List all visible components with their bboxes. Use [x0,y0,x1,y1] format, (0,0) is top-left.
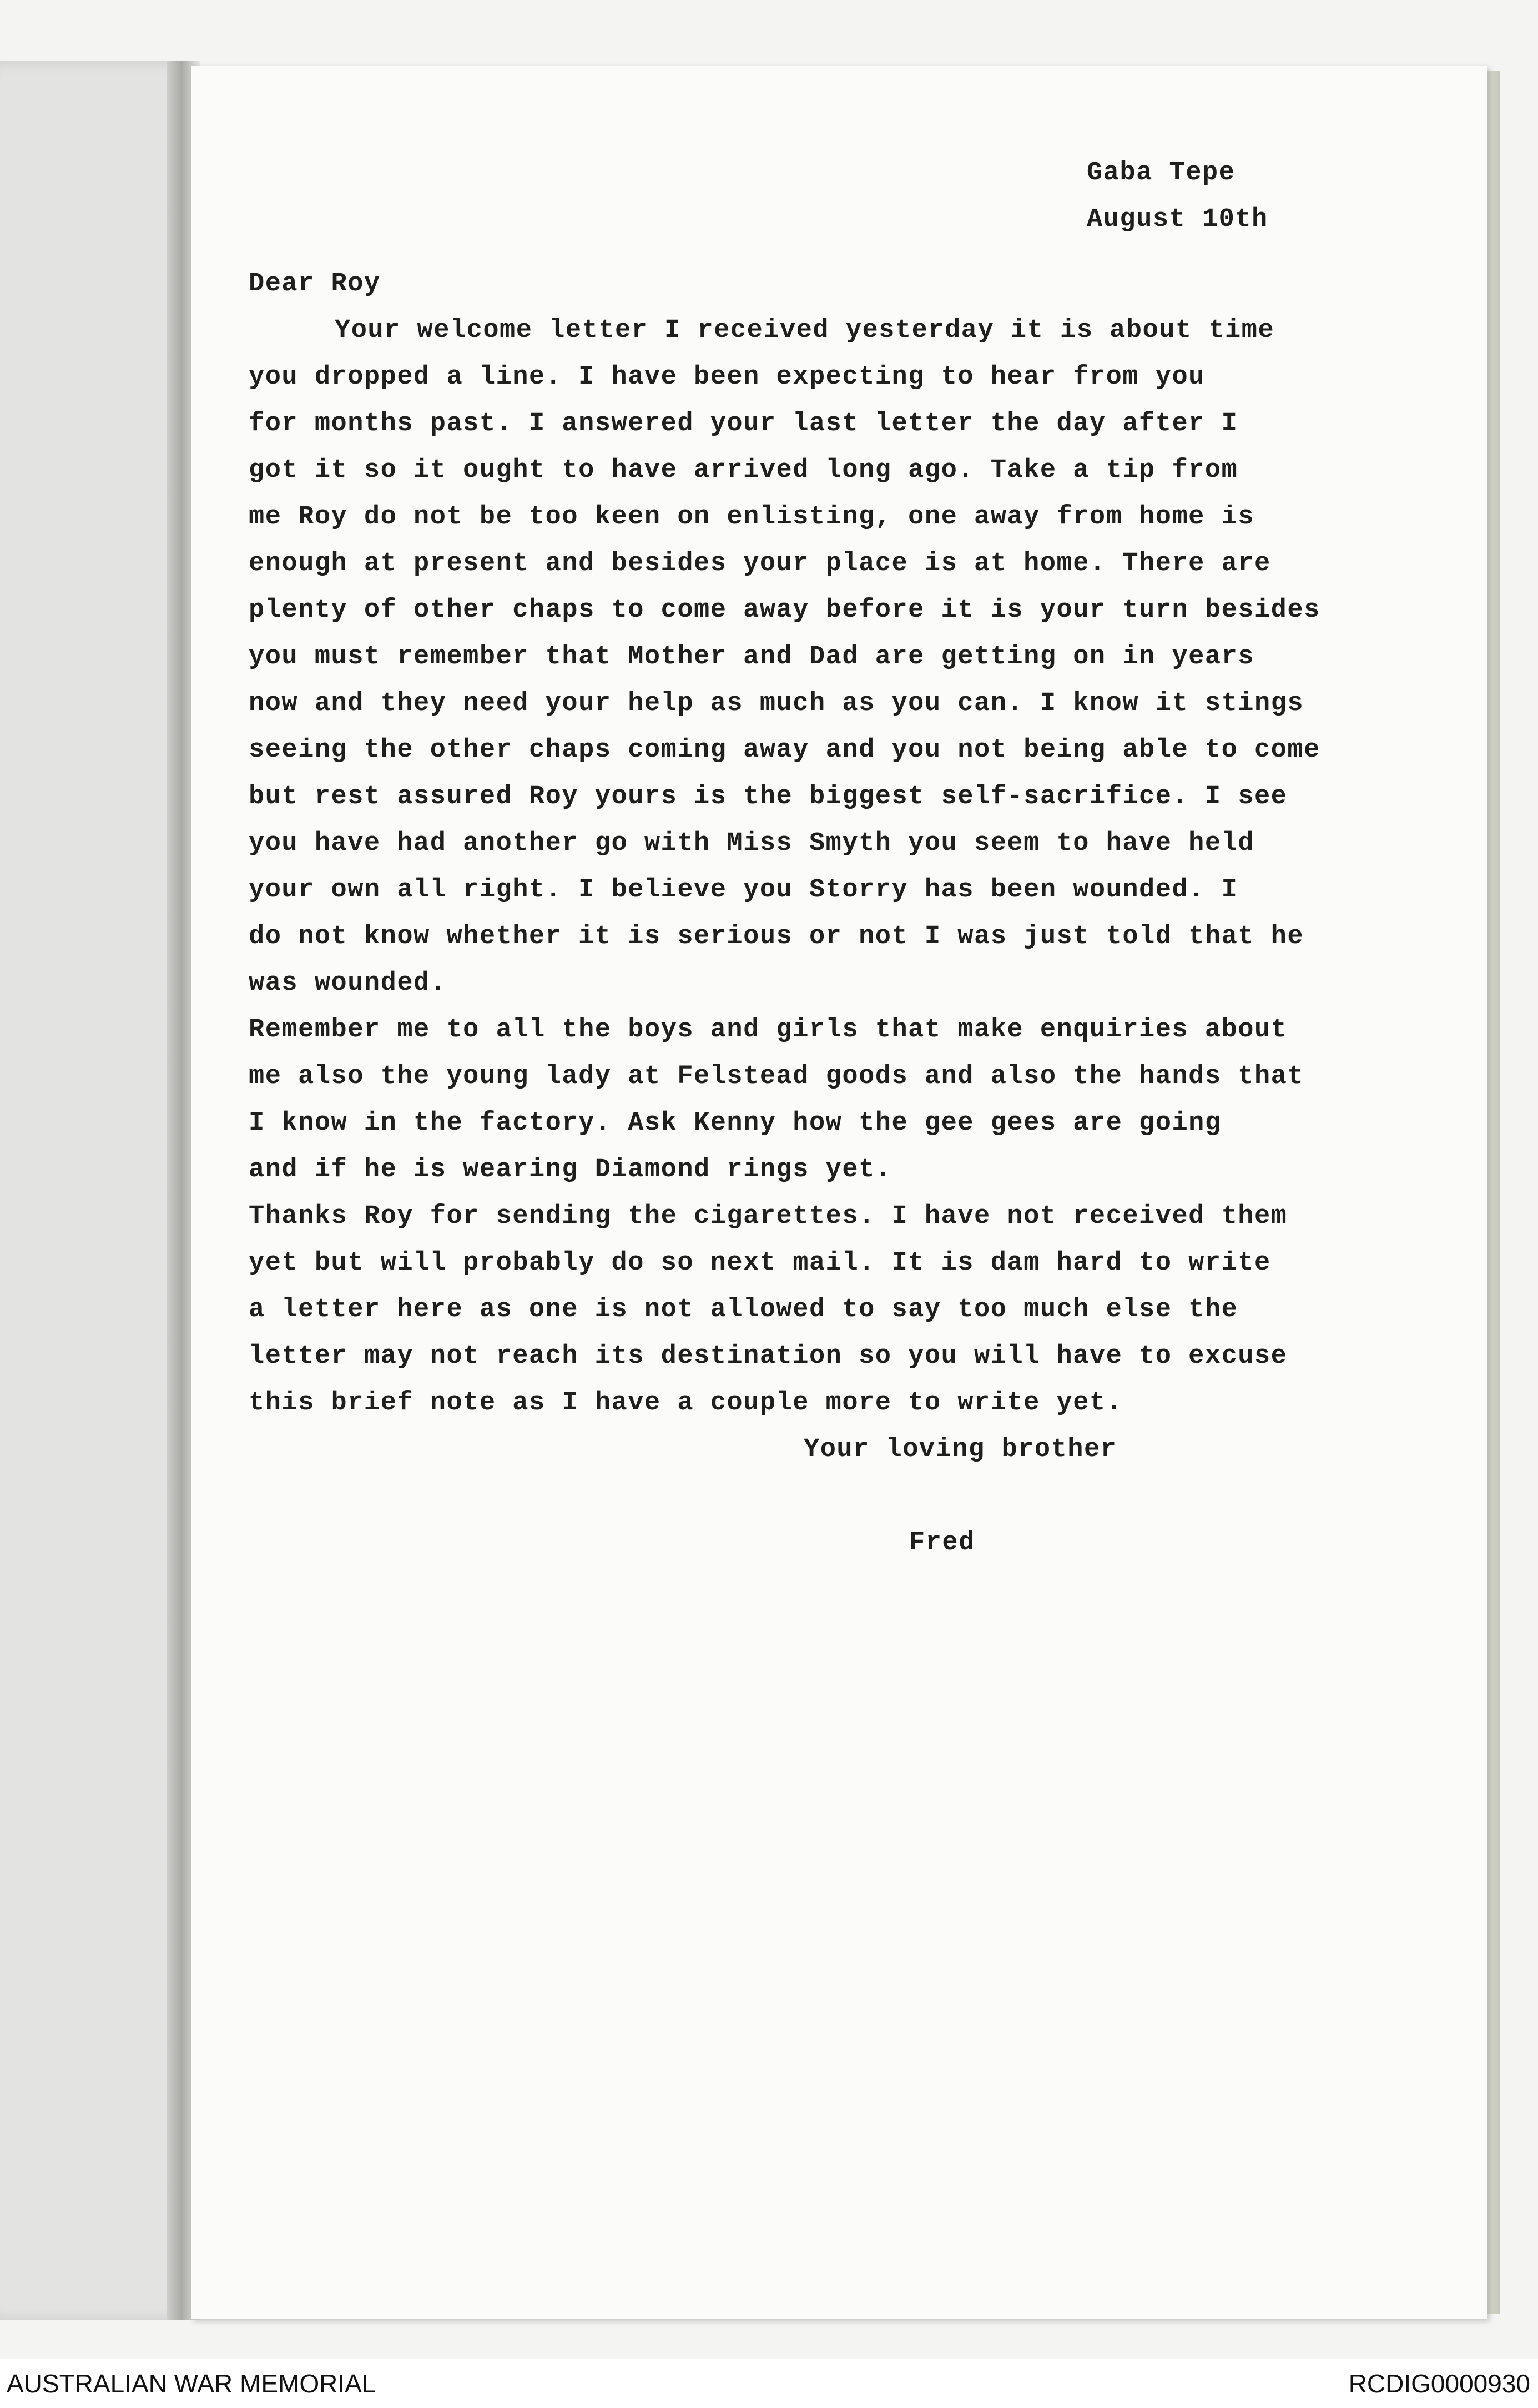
letter-date: August 10th [1087,205,1268,234]
letter-line: plenty of other chaps to come away before it is your turn besides [249,596,1320,625]
page-edge [1487,71,1500,2314]
letter-line: yet but will probably do so next mail. It is dam hard to write [249,1248,1271,1278]
letter-text [249,150,1431,1566]
record-id: RCDIG0000930 [1348,2369,1530,2398]
letter-line: Thanks Roy for sending the cigarettes. I have not received them [249,1202,1288,1231]
letter-line: me Roy do not be too keen on enlisting, one away from home is [249,502,1254,532]
letter-signature: Fred [909,1528,975,1558]
institution-name: AUSTRALIAN WAR MEMORIAL [7,2369,376,2398]
letter-paragraph [249,308,1431,1007]
letter-line: a letter here as one is not allowed to say too much else the [249,1295,1238,1324]
letter-line: for months past. I answered your last letter the day after I [249,409,1238,439]
letter-line: you dropped a line. I have been expecting to hear from you [249,362,1205,392]
left-page [0,61,189,2320]
letter-line: you must remember that Mother and Dad are getting on in years [249,642,1254,672]
letter-line: was wounded. [249,969,447,998]
letter-line: do not know whether it is serious or not I was just told that he [249,922,1304,951]
letter-header [1087,150,1431,243]
letter-line: Remember me to all the boys and girls that make enquiries about [249,1015,1288,1045]
letter-paragraph [249,1193,1431,1427]
letter-line: you have had another go with Miss Smyth you seem to have held [249,829,1254,858]
letter-closing: Your loving brother [804,1435,1117,1464]
letter-line: enough at present and besides your place is at home. There are [249,549,1271,578]
letter-line: but rest assured Roy yours is the biggest self-sacrifice. I see [249,782,1288,812]
letter-line: letter may not reach its destination so you will have to excuse [249,1342,1288,1371]
letter-paragraph [249,1007,1431,1193]
letter-line: your own all right. I believe you Storry has been wounded. I [249,875,1238,905]
letter-line: and if he is wearing Diamond rings yet. [249,1155,892,1185]
archive-footer [0,2359,1538,2408]
letter-line: Your welcome letter I received yesterday it is about time [335,316,1275,345]
letter-line: I know in the factory. Ask Kenny how the gee gees are going [249,1109,1222,1138]
letter-place: Gaba Tepe [1087,158,1236,188]
letter-line: seeing the other chaps coming away and you not being able to come [249,736,1320,765]
letter-line: got it so it ought to have arrived long ago. Take a tip from [249,456,1238,485]
letter-line: now and they need your help as much as you can. I know it stings [249,689,1304,718]
letter-salutation: Dear Roy [249,269,381,299]
letter-line: me also the young lady at Felstead goods and also the hands that [249,1062,1304,1091]
letter-line: this brief note as I have a couple more to write yet. [249,1388,1123,1418]
